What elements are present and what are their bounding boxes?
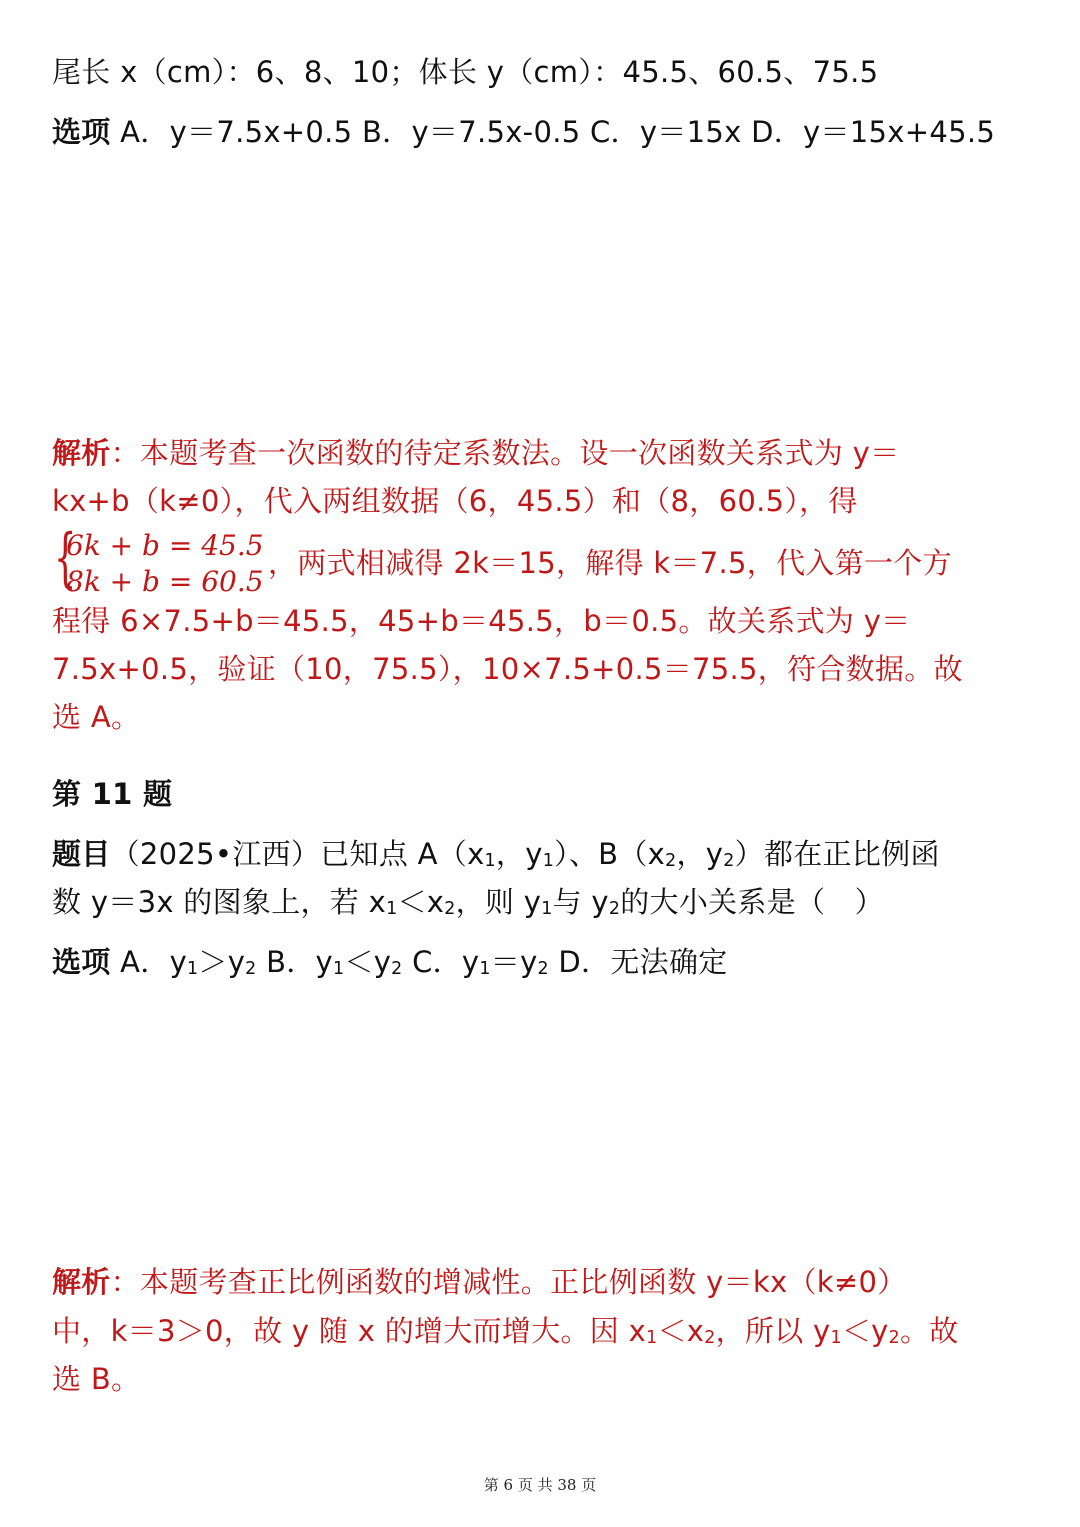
brace-icon: { bbox=[54, 521, 77, 595]
q10-analysis-line5: 7.5x+0.5，验证（10，75.5），10×7.5+0.5＝75.5，符合数据。故 bbox=[52, 652, 963, 686]
q10-analysis-line6: 选 A。 bbox=[52, 700, 141, 734]
q11-heading: 第 11 题 bbox=[52, 777, 173, 811]
q10-analysis-line4: 程得 6×7.5+b＝45.5，45+b＝45.5，b＝0.5。故关系式为 y＝ bbox=[52, 604, 911, 638]
q10-options-text: A．y＝7.5x+0.5 B．y＝7.5x-0.5 C．y＝15x D．y＝15x+45.5 bbox=[110, 115, 996, 149]
q11-question-line1: 题目（2025•江西）已知点 $A(x_1$，$y_1$）、$B(x_2$，$y_2$）都在正比例函 bbox=[52, 837, 940, 872]
q11-options-label: 选项 bbox=[52, 945, 111, 979]
q10-equation-2: 8k + b = 60.5 bbox=[66, 565, 264, 598]
q10-analysis-line3: ，两式相减得 2k＝15，解得 k＝7.5，代入第一个方 bbox=[268, 546, 952, 580]
page-footer: 第 6 页 共 38 页 bbox=[483, 1476, 597, 1494]
q10-options bbox=[52, 112, 995, 152]
q11-analysis-line1: 解析：本题考查正比例函数的增减性。正比例函数 y＝kx（k≠0） bbox=[52, 1265, 907, 1299]
q10-data-line: 尾长 x（cm）：6、8、10；体长 y（cm）：45.5、60.5、75.5 bbox=[52, 55, 879, 89]
q11-analysis-line3: 选 B。 bbox=[52, 1362, 141, 1396]
q11-options: 选项 A．$y_1>y_2$ B．$y_1<y_2$ C．$y_1=y_2$ D．无法确定 bbox=[52, 945, 728, 980]
q10-equation-1: 6k + b = 45.5 bbox=[66, 529, 264, 562]
q11-question-line2: 数 y＝3x 的图象上，若 $x_1<x_2$，则 $y_1$与 $y_2$的大小关系是（ ） bbox=[52, 885, 884, 920]
q10-analysis-label: 解析 bbox=[52, 436, 111, 470]
q10-analysis-line2: kx+b（k≠0），代入两组数据（6，45.5）和（8，60.5），得 bbox=[52, 484, 858, 518]
q11-analysis-line2: 中，k＝3＞0，故 y 随 x 的增大而增大。因 $x_1<x_2$，所以 $y_1<y_2$。故 bbox=[52, 1314, 959, 1349]
q10-equation-system bbox=[52, 521, 267, 598]
q10-options-label: 选项 bbox=[52, 115, 111, 149]
q11-analysis-label: 解析 bbox=[52, 1265, 111, 1299]
q11-question-label: 题目 bbox=[52, 837, 111, 871]
q10-analysis-line1: 解析：本题考查一次函数的待定系数法。设一次函数关系式为 y＝ bbox=[52, 436, 900, 470]
